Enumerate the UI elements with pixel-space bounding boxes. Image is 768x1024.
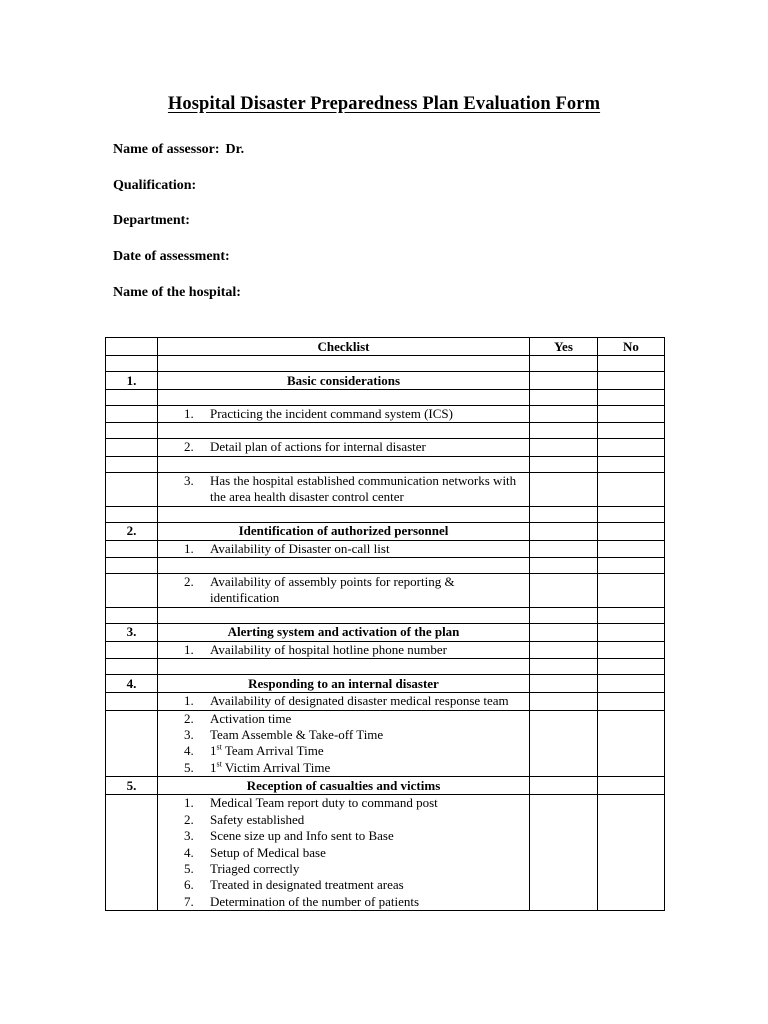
num-cell (106, 795, 158, 911)
section-number: 3. (106, 623, 158, 641)
spacer-row (106, 390, 665, 406)
spacer-row (106, 506, 665, 522)
spacer-row (106, 659, 665, 675)
yes-cell[interactable] (530, 641, 598, 658)
item-number: 4. (184, 844, 194, 860)
no-cell[interactable] (598, 558, 665, 574)
spacer-row (106, 356, 665, 372)
num-cell (106, 641, 158, 658)
section-row (106, 777, 665, 795)
checklist-items (158, 795, 530, 911)
spacer-cell (106, 390, 158, 406)
item-text: Availability of hospital hotline phone number (210, 641, 447, 657)
checklist-items (158, 439, 530, 456)
no-cell[interactable] (598, 356, 665, 372)
item-text: Detail plan of actions for internal disaster (210, 439, 426, 455)
yes-cell[interactable] (530, 439, 598, 456)
num-cell (106, 574, 158, 608)
no-cell[interactable] (598, 574, 665, 608)
item-number: 2. (184, 574, 194, 590)
no-cell[interactable] (598, 456, 665, 472)
spacer-cell (106, 558, 158, 574)
no-cell[interactable] (598, 540, 665, 557)
spacer-row (106, 423, 665, 439)
yes-cell[interactable] (530, 675, 598, 693)
yes-cell[interactable] (530, 423, 598, 439)
checklist-item (184, 642, 525, 658)
item-number: 2. (184, 439, 194, 455)
assessor-field (113, 142, 244, 158)
section-number: 1. (106, 372, 158, 390)
spacer-cell (106, 659, 158, 675)
checklist-table (105, 337, 665, 911)
num-cell (106, 472, 158, 506)
section-row (106, 372, 665, 390)
no-cell[interactable] (598, 710, 665, 777)
spacer-cell (158, 423, 530, 439)
checklist-items (158, 710, 530, 777)
assessor-value: Dr. (225, 142, 245, 157)
checklist-items (158, 472, 530, 506)
department-field (113, 213, 196, 229)
item-number: 5. (184, 860, 194, 876)
header-no: No (598, 338, 665, 356)
checklist-item (184, 541, 525, 557)
hospital-label: Name of the hospital: (113, 285, 241, 300)
checklist-items (158, 540, 530, 557)
item-number: 1. (184, 406, 194, 421)
checklist-item (184, 743, 525, 759)
item-number: 2. (184, 811, 194, 827)
no-cell[interactable] (598, 641, 665, 658)
qualification-field (113, 178, 202, 194)
section-title: Reception of casualties and victims (158, 777, 530, 795)
spacer-row (106, 456, 665, 472)
spacer-cell (158, 607, 530, 623)
section-row (106, 522, 665, 540)
item-text: Treated in designated treatment areas (210, 877, 404, 893)
item-number: 3. (184, 727, 194, 743)
num-cell (106, 439, 158, 456)
checklist-items (158, 693, 530, 710)
date-label: Date of assessment: (113, 249, 230, 264)
table-header-row (106, 338, 665, 356)
no-cell[interactable] (598, 372, 665, 390)
no-cell[interactable] (598, 623, 665, 641)
spacer-cell (158, 456, 530, 472)
checklist-item (184, 439, 525, 455)
section-number: 5. (106, 777, 158, 795)
no-cell[interactable] (598, 439, 665, 456)
checklist-item (184, 574, 525, 607)
yes-cell[interactable] (530, 356, 598, 372)
item-number: 5. (184, 759, 194, 775)
num-cell (106, 693, 158, 710)
header-checklist: Checklist (158, 338, 530, 356)
table-row (106, 406, 665, 423)
table-row (106, 540, 665, 557)
yes-cell[interactable] (530, 456, 598, 472)
checklist-item (184, 693, 525, 709)
checklist-item (184, 877, 525, 893)
spacer-cell (158, 356, 530, 372)
section-title: Alerting system and activation of the plan (158, 623, 530, 641)
section-title: Identification of authorized personnel (158, 522, 530, 540)
no-cell[interactable] (598, 406, 665, 423)
hospital-field (113, 285, 247, 301)
item-number: 3. (184, 828, 194, 844)
item-text: Has the hospital established communication networks with the area health disaster control center (210, 472, 517, 505)
no-cell[interactable] (598, 522, 665, 540)
spacer-row (106, 558, 665, 574)
item-number: 7. (184, 893, 194, 909)
yes-cell[interactable] (530, 777, 598, 795)
checklist-item (184, 812, 525, 828)
yes-cell[interactable] (530, 659, 598, 675)
checklist-item (184, 473, 525, 506)
item-number: 3. (184, 472, 194, 488)
section-row (106, 623, 665, 641)
header-yes: Yes (530, 338, 598, 356)
spacer-cell (158, 659, 530, 675)
yes-cell[interactable] (530, 574, 598, 608)
item-number: 6. (184, 877, 194, 893)
yes-cell[interactable] (530, 506, 598, 522)
no-cell[interactable] (598, 472, 665, 506)
spacer-row (106, 607, 665, 623)
header-num-cell (106, 338, 158, 356)
yes-cell[interactable] (530, 795, 598, 911)
checklist-items (158, 574, 530, 608)
yes-cell[interactable] (530, 710, 598, 777)
item-number: 1. (184, 641, 194, 657)
checklist-item (184, 894, 525, 910)
item-text: Safety established (210, 811, 305, 827)
item-text: Determination of the number of patients (210, 893, 420, 909)
item-text: 1st Team Arrival Time (210, 743, 324, 759)
no-cell[interactable] (598, 390, 665, 406)
item-text: Setup of Medical base (210, 844, 326, 860)
item-number: 1. (184, 693, 194, 709)
table-row (106, 795, 665, 911)
no-cell[interactable] (598, 607, 665, 623)
table-row (106, 472, 665, 506)
yes-cell[interactable] (530, 372, 598, 390)
item-number: 2. (184, 710, 194, 726)
spacer-cell (158, 506, 530, 522)
item-number: 1. (184, 540, 194, 556)
num-cell (106, 540, 158, 557)
checklist-items (158, 641, 530, 658)
spacer-cell (106, 356, 158, 372)
item-text: Practicing the incident command system (ICS) (210, 406, 453, 421)
no-cell[interactable] (598, 777, 665, 795)
section-number: 4. (106, 675, 158, 693)
table-row (106, 574, 665, 608)
checklist-item (184, 861, 525, 877)
item-text: Availability of designated disaster medical response team (210, 693, 509, 709)
item-text: Team Assemble & Take-off Time (210, 727, 384, 743)
checklist-item (184, 828, 525, 844)
item-number: 4. (184, 743, 194, 759)
num-cell (106, 710, 158, 777)
item-text: 1st Victim Arrival Time (210, 759, 331, 775)
section-number: 2. (106, 522, 158, 540)
date-field (113, 249, 236, 265)
table-row (106, 641, 665, 658)
checklist-item (184, 727, 525, 743)
table-row (106, 439, 665, 456)
section-title: Basic considerations (158, 372, 530, 390)
section-row (106, 675, 665, 693)
no-cell[interactable] (598, 506, 665, 522)
spacer-cell (106, 456, 158, 472)
spacer-cell (106, 506, 158, 522)
yes-cell[interactable] (530, 522, 598, 540)
yes-cell[interactable] (530, 472, 598, 506)
section-title: Responding to an internal disaster (158, 675, 530, 693)
checklist-item (184, 711, 525, 727)
no-cell[interactable] (598, 659, 665, 675)
yes-cell[interactable] (530, 607, 598, 623)
yes-cell[interactable] (530, 693, 598, 710)
item-text: Medical Team report duty to command post (210, 795, 438, 811)
yes-cell[interactable] (530, 540, 598, 557)
no-cell[interactable] (598, 675, 665, 693)
spacer-cell (106, 423, 158, 439)
num-cell (106, 406, 158, 423)
table-row (106, 693, 665, 710)
spacer-cell (158, 558, 530, 574)
checklist-item (184, 406, 525, 422)
item-text: Availability of assembly points for reporting & identification (210, 574, 455, 606)
qualification-label: Qualification: (113, 178, 197, 193)
item-number: 1. (184, 795, 194, 811)
checklist-items (158, 406, 530, 423)
no-cell[interactable] (598, 693, 665, 710)
yes-cell[interactable] (530, 406, 598, 423)
no-cell[interactable] (598, 423, 665, 439)
item-text: Activation time (210, 710, 292, 726)
yes-cell[interactable] (530, 558, 598, 574)
page-title: Hospital Disaster Preparedness Plan Evaluation Form (167, 94, 601, 114)
checklist-item (184, 795, 525, 811)
item-text: Triaged correctly (210, 860, 300, 876)
spacer-cell (158, 390, 530, 406)
yes-cell[interactable] (530, 390, 598, 406)
item-text: Availability of Disaster on-call list (210, 540, 390, 556)
spacer-cell (106, 607, 158, 623)
checklist-item (184, 845, 525, 861)
assessor-label: Name of assessor: (113, 142, 220, 157)
item-text: Scene size up and Info sent to Base (210, 828, 394, 844)
table-row (106, 710, 665, 777)
yes-cell[interactable] (530, 623, 598, 641)
checklist-item (184, 760, 525, 776)
department-label: Department: (113, 213, 190, 228)
no-cell[interactable] (598, 795, 665, 911)
